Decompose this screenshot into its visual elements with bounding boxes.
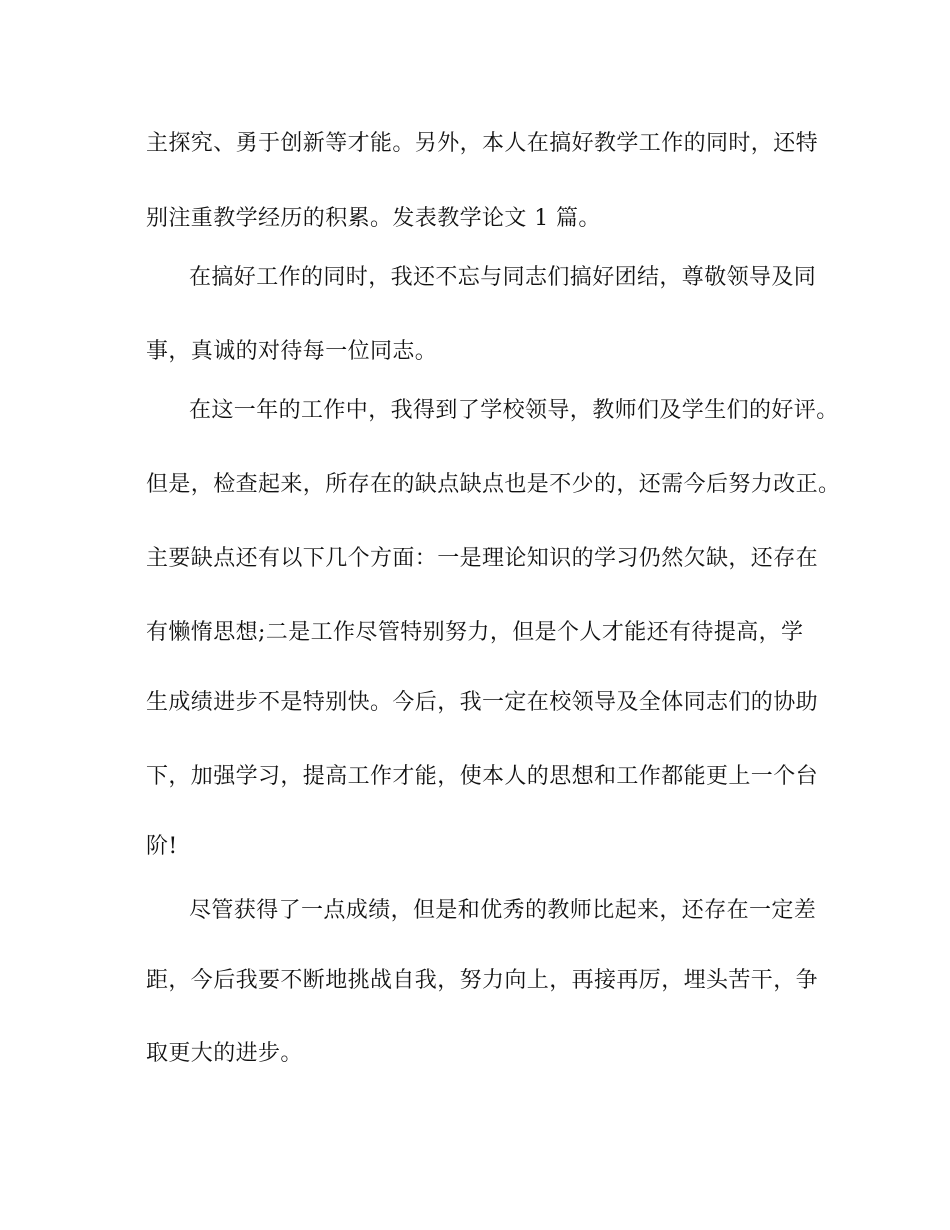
text-line: 事，真诚的对待每一位同志。: [146, 339, 438, 364]
text-line: 阶!: [146, 834, 178, 859]
text-line: 生成绩进步不是特别快。今后，我一定在校领导及全体同志们的协助: [146, 690, 819, 715]
text-line: 主要缺点还有以下几个方面：一是理论知识的学习仍然欠缺，还存在: [146, 546, 819, 571]
text-line: 但是，检查起来，所存在的缺点缺点也是不少的，还需今后努力改正。: [146, 472, 841, 497]
text-line: 有懒惰思想;二是工作尽管特别努力，但是个人才能还有待提高，学: [146, 620, 804, 645]
text-line: 取更大的进步。: [146, 1041, 303, 1066]
text-line: 距，今后我要不断地挑战自我，努力向上，再接再厉，埋头苦干，争: [146, 968, 819, 993]
text-line: 下，加强学习，提高工作才能，使本人的思想和工作都能更上一个台: [146, 764, 819, 789]
paragraph-first-line: 在搞好工作的同时，我还不忘与同志们搞好团结，尊敬领导及同: [189, 265, 817, 290]
paragraph-first-line: 在这一年的工作中，我得到了学校领导，教师们及学生们的好评。: [189, 398, 839, 423]
text-line: 别注重教学经历的积累。发表教学论文 1 篇。: [146, 206, 601, 231]
text-line: 主探究、勇于创新等才能。另外，本人在搞好教学工作的同时，还特: [146, 131, 819, 156]
paragraph-first-line: 尽管获得了一点成绩，但是和优秀的教师比起来，还存在一定差: [189, 898, 817, 923]
